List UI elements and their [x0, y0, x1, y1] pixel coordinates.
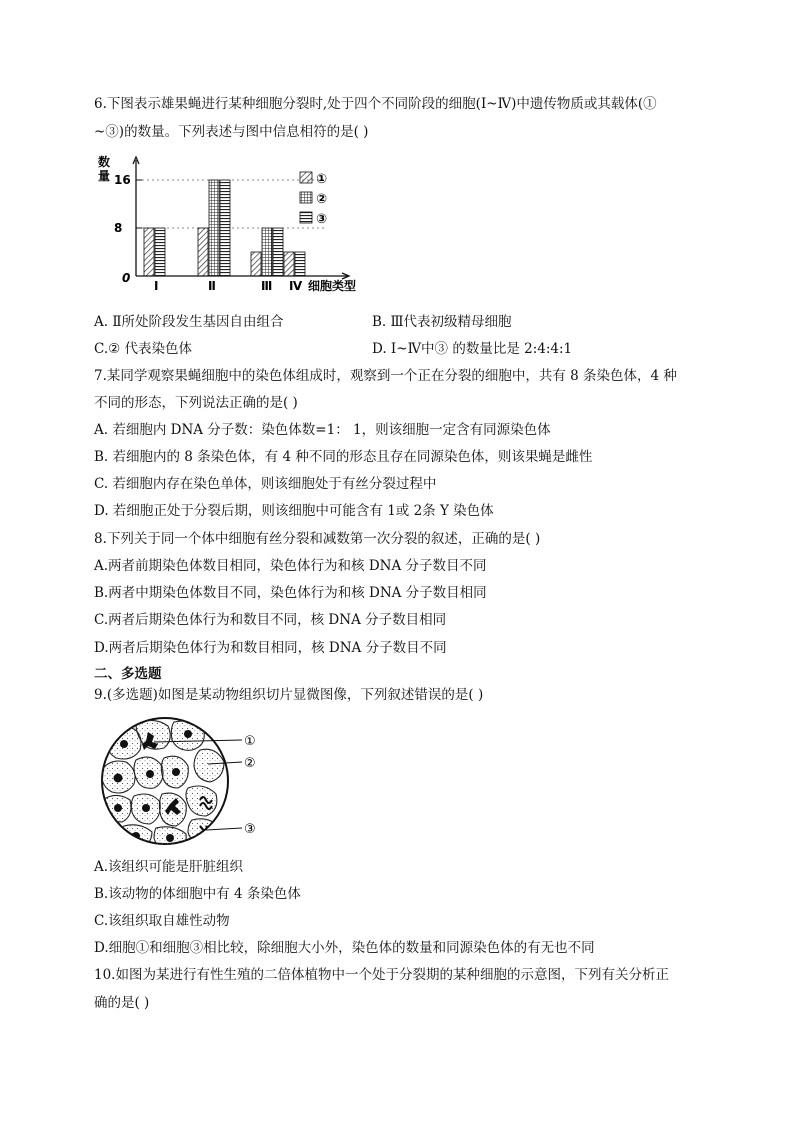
y-tick-label: 16 [114, 173, 131, 187]
x-axis-label: 细胞类型 [308, 279, 357, 293]
y-tick-label: 8 [114, 221, 123, 235]
q7-stem-line2: 不同的形态，下列说法正确的是( ) [94, 395, 298, 411]
q8-stem-line1: 8.下列关于同一个体中细胞有丝分裂和减数第一次分裂的叙述，正确的是( ) [94, 531, 541, 547]
q8-option-b[interactable]: B.两者中期染色体数目不同，染色体行为和核 DNA 分子数目相同 [94, 585, 487, 601]
x-tick-label: Ⅳ [289, 279, 303, 293]
ylabel-char: 量 [98, 169, 111, 183]
bar [251, 252, 261, 276]
x-tick-label: Ⅱ [208, 279, 216, 293]
bar [262, 228, 272, 276]
q7-option-d[interactable]: D. 若细胞正处于分裂后期，则该细胞中可能含有 1或 2条 Y 染色体 [94, 503, 494, 519]
bar [273, 228, 283, 276]
q9-option-a[interactable]: A.该组织可能是肝脏组织 [94, 859, 244, 875]
legend-swatch [300, 172, 312, 183]
section-title: 二、多选题 [94, 666, 162, 682]
q7-stem-line1: 7.某同学观察果蝇细胞中的染色体组成时，观察到一个正在分裂的细胞中，共有 8 条染色体，4 种 [94, 368, 677, 384]
q6-stem-line1: 6.下图表示雄果蝇进行某种细胞分裂时,处于四个不同阶段的细胞(Ⅰ~Ⅳ)中遗传物质或其载体(① [94, 96, 657, 112]
q6-option-c[interactable]: C.② 代表染色体 [94, 341, 193, 357]
bar [198, 228, 208, 276]
chart-ylabel [98, 154, 110, 183]
q6-stem-line2: ~③)的数量。下列表述与图中信息相符的是( ) [94, 124, 369, 140]
q7-option-c[interactable]: C. 若细胞内存在染色单体，则该细胞处于有丝分裂过程中 [94, 476, 437, 492]
q6-option-d[interactable]: D. Ⅰ~Ⅳ中③ 的数量比是 2:4:4:1 [372, 341, 573, 357]
micrograph-tissue [102, 718, 228, 847]
x-tick-label: Ⅰ [154, 279, 159, 293]
q8-option-c[interactable]: C.两者后期染色体行为和数目不同，核 DNA 分子数目相同 [94, 612, 447, 628]
q6-option-a[interactable]: A. Ⅱ所处阶段发生基因自由组合 [94, 314, 284, 330]
q7-option-b[interactable]: B. 若细胞内的 8 条染色体，有 4 种不同的形态且存在同源染色体，则该果蝇是雌性 [94, 449, 593, 465]
figure-label-3: ③ [244, 822, 256, 837]
q7-option-a[interactable]: A. 若细胞内 DNA 分子数：染色体数=1： 1，则该细胞一定含有同源染色体 [94, 422, 551, 438]
figure-label-2: ② [244, 756, 256, 771]
bar [144, 228, 154, 276]
ylabel-char: 数 [98, 155, 111, 169]
q8-option-a[interactable]: A.两者前期染色体数目相同，染色体行为和核 DNA 分子数目不同 [94, 558, 487, 574]
q6-option-b[interactable]: B. Ⅲ代表初级精母细胞 [372, 314, 512, 330]
bar [209, 180, 219, 276]
legend-label: ③ [316, 212, 328, 227]
legend-label: ② [316, 192, 328, 207]
x-tick-label: Ⅲ [261, 279, 273, 293]
q10-stem-line2: 确的是( ) [94, 995, 150, 1011]
q10-stem-line1: 10.如图为某进行有性生殖的二倍体植物中一个处于分裂期的某种细胞的示意图，下列有关分析正 [94, 967, 669, 983]
q9-option-d[interactable]: D.细胞①和细胞③相比较，除细胞大小外，染色体的数量和同源染色体的有无也不同 [94, 940, 595, 956]
q6-bar-chart [94, 152, 384, 302]
figure-label-1: ① [244, 734, 256, 749]
legend-label: ① [316, 172, 328, 187]
q9-stem-line1: 9.(多选题)如图是某动物组织切片显微图像，下列叙述错误的是( ) [94, 687, 484, 703]
q9-option-c[interactable]: C.该组织取自雄性动物 [94, 913, 230, 929]
q9-option-b[interactable]: B.该动物的体细胞中有 4 条染色体 [94, 886, 301, 902]
legend-swatch [300, 212, 312, 223]
legend-swatch [300, 192, 312, 203]
bar [220, 180, 230, 276]
bar [284, 252, 294, 276]
q8-option-d[interactable]: D.两者后期染色体行为和数目相同，核 DNA 分子数目不同 [94, 640, 447, 656]
bar [295, 252, 305, 276]
bar [155, 228, 165, 276]
y-tick-label: 0 [122, 271, 131, 285]
q9-micrograph-figure [96, 712, 276, 847]
